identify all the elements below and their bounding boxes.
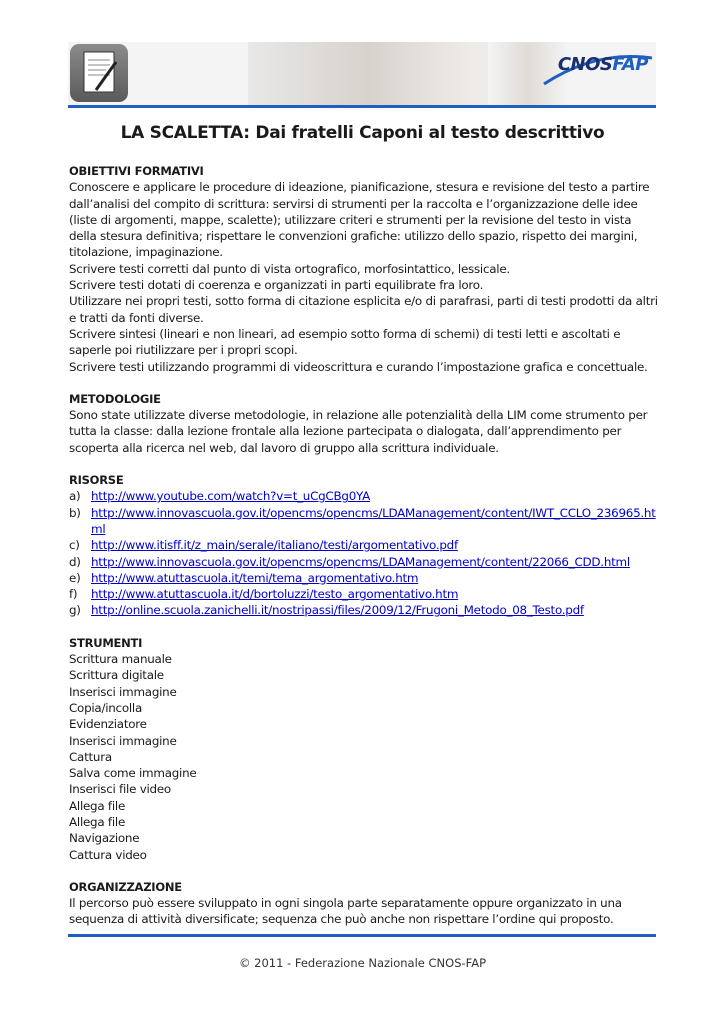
resource-link[interactable]: http://www.atuttascuola.it/d/bortoluzzi/testo_argomentativo.htm — [91, 587, 459, 602]
resource-link[interactable]: http://www.atuttascuola.it/temi/tema_argomentativo.htm — [91, 570, 419, 585]
strumenti-item: Inserisci file video — [69, 782, 171, 797]
cnos-fap-logo: CNOSFAP — [536, 50, 656, 94]
strumenti-item: Inserisci immagine — [69, 733, 177, 748]
strumenti-item: Allega file — [69, 798, 126, 813]
obiettivi-paragraph: Utilizzare nei propri testi, sotto forma di citazione esplicita e/o di parafrasi, parti di testi prodotti da altri e tratti da fonti diverse. — [69, 294, 658, 325]
resource-link[interactable]: http://online.scuola.zanichelli.it/nostripassi/files/2009/12/Frugoni_Metodo_08_Testo.pdf — [91, 603, 584, 618]
obiettivi-paragraph: Scrivere testi dotati di coerenza e organizzati in parti equilibrate fra loro. — [69, 278, 484, 293]
obiettivi-heading: OBIETTIVI FORMATIVI — [69, 164, 204, 178]
obiettivi-paragraph: Scrivere sintesi (lineari e non lineari, ad esempio sotto forma di schemi) di testi letti e ascoltati e saperle poi riutilizzare per i propri scopi. — [69, 326, 621, 358]
strumenti-item: Scrittura manuale — [69, 652, 172, 667]
list-item: d) http://www.innovascuola.gov.it/opencms/opencms/LDAManagement/content/22066_CDD.html — [69, 554, 630, 569]
header-divider — [68, 105, 656, 108]
footer-divider — [68, 934, 656, 937]
list-item: e) http://www.atuttascuola.it/temi/tema_argomentativo.htm — [69, 570, 419, 585]
strumenti-item: Allega file — [69, 814, 126, 829]
organizzazione-heading: ORGANIZZAZIONE — [69, 879, 182, 894]
strumenti-item: Cattura — [69, 749, 112, 764]
obiettivi-paragraph: Conoscere e applicare le procedure di ideazione, pianificazione, stesura e revisione del testo a partire dall’analisi del compito di scrittura: servirsi di strumenti per la raccolta e l’organizzazione delle idee (liste di argomenti, mappe, scalette); utilizzare criteri e strumenti per la revisione del testo in vista della stesura definitiva; rispettare le convenzioni grafiche: utilizzo dello spazio, rispetto dei margini, titolazione, impaginazione. — [69, 180, 650, 260]
risorse-list — [69, 488, 659, 618]
strumenti-item: Scrittura digitale — [69, 668, 164, 683]
resource-link[interactable]: http://www.innovascuola.gov.it/opencms/opencms/LDAManagement/content/22066_CDD.html — [91, 554, 630, 569]
strumenti-item: Cattura video — [69, 847, 147, 862]
footer-copyright: © 2011 - Federazione Nazionale CNOS-FAP — [238, 956, 487, 970]
strumenti-item: Inserisci immagine — [69, 684, 177, 699]
strumenti-item: Copia/incolla — [69, 700, 143, 715]
list-item: g) http://online.scuola.zanichelli.it/nostripassi/files/2009/12/Frugoni_Metodo_08_Testo.pdf — [69, 603, 584, 618]
document-icon — [70, 44, 128, 102]
list-item: c) http://www.itisff.it/z_main/serale/italiano/testi/argomentativo.pdf — [69, 538, 458, 553]
header-banner — [68, 42, 656, 106]
metodologie-text: Sono state utilizzate diverse metodologie, in relazione alle potenzialità della LIM come strumento per tutta la classe: dalla lezione frontale alla lezione partecipata o dialogata, dall’apprendimento per scoperta alla ricerca nel web, dal lavoro di gruppo alla scrittura individuale. — [69, 408, 648, 455]
resource-link[interactable]: http://www.innovascuola.gov.it/opencms/opencms/LDAManagement/content/IWT_CCLO_236965.html — [91, 505, 656, 536]
obiettivi-paragraph: Scrivere testi utilizzando programmi di videoscrittura e curando l’impostazione grafica e concettuale. — [69, 359, 648, 374]
page-title: LA SCALETTA: Dai fratelli Caponi al testo descrittivo — [120, 123, 605, 143]
metodologie-heading: METODOLOGIE — [69, 391, 161, 406]
strumenti-item: Salva come immagine — [69, 766, 197, 781]
strumenti-item: Navigazione — [69, 831, 140, 846]
organizzazione-text: Il percorso può essere sviluppato in ogni singola parte separatamente oppure organizzato in una sequenza di attività diversificate; sequenza che può anche non rispettare l’ordine qui proposto. — [69, 896, 622, 927]
list-item: b) http://www.innovascuola.gov.it/opencms/opencms/LDAManagement/content/IWT_CCLO_236965.html — [69, 505, 656, 536]
obiettivi-paragraph: Scrivere testi corretti dal punto di vista ortografico, morfosintattico, lessicale. — [69, 261, 510, 276]
strumenti-heading: STRUMENTI — [69, 635, 143, 650]
list-item: a) http://www.youtube.com/watch?v=t_uCgCBg0YA — [69, 489, 370, 504]
resource-link[interactable]: http://www.itisff.it/z_main/serale/italiano/testi/argomentativo.pdf — [91, 538, 458, 553]
risorse-heading: RISORSE — [69, 473, 124, 488]
list-item: f) http://www.atuttascuola.it/d/bortoluzzi/testo_argomentativo.htm — [69, 587, 459, 602]
document-body — [69, 163, 659, 928]
strumenti-item: Evidenziatore — [69, 717, 147, 732]
resource-link[interactable]: http://www.youtube.com/watch?v=t_uCgCBg0YA — [91, 489, 370, 504]
